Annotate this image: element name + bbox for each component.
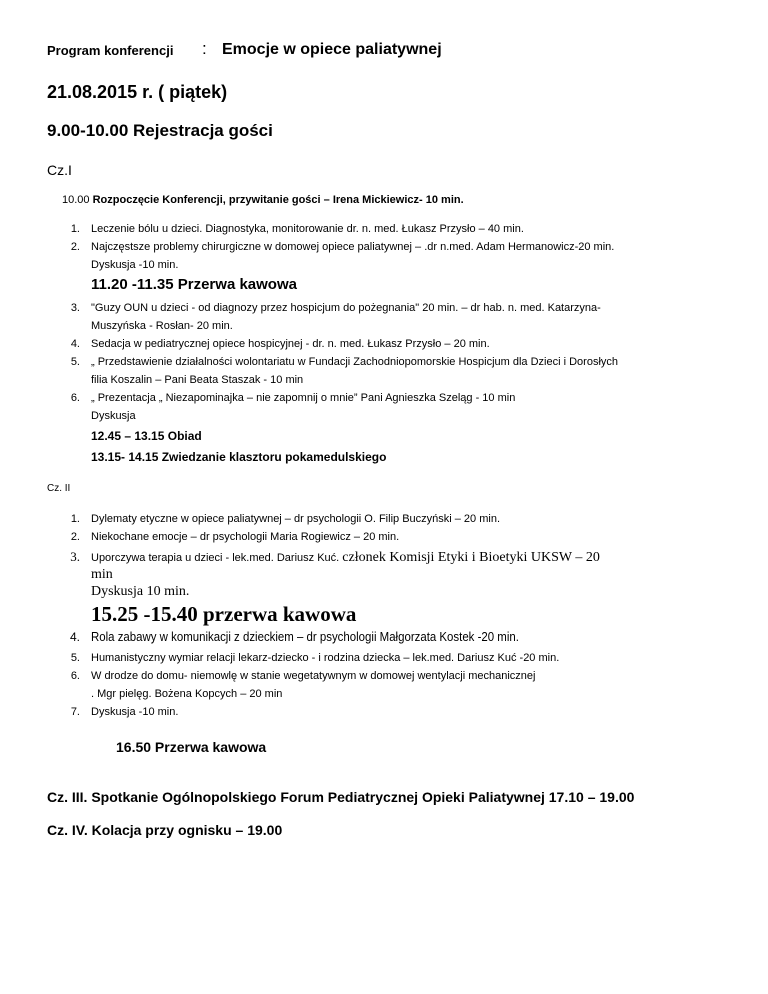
part2-item-6-author: . Mgr pielęg. Bożena Kopcych – 20 min: [91, 688, 283, 700]
item-3-line: Muszyńska - Rosłan- 20 min.: [91, 320, 233, 332]
part2-item-5: Humanistyczny wymiar relacji lekarz-dziecko - i rodzina dziecka – lek.med. Dariusz Kuć -20 min.: [91, 652, 560, 664]
item-6-line: „ Prezentacja „ Niezapominajka – nie zapomnij o mnie” Pani Agnieszka Szeląg - 10 min: [91, 392, 516, 404]
lunch-time: 12.45 – 13.15 Obiad: [91, 429, 202, 443]
item-number: 3.: [70, 549, 80, 564]
registration-time: 9.00-10.00 Rejestracja gości: [47, 121, 273, 140]
item-number: 6.: [70, 670, 80, 682]
part2-item-3-role: członek Komisji Etyki i Bioetyki UKSW – 20: [342, 550, 600, 565]
item-5-line: „ Przedstawienie działalności wolontariatu w Fundacji Zachodniopomorskie Hospicjum dla Dzieci i Dorosłych: [91, 356, 619, 368]
item-2-line: Najczęstsze problemy chirurgiczne w domowej opiece paliatywnej – .dr n.med. Adam Hermanowicz-20 min.: [91, 241, 615, 253]
part1-label: Cz.I: [47, 162, 72, 178]
conference-title: Emocje w opiece paliatywnej: [222, 41, 442, 58]
part2-item-1: Dylematy etyczne w opiece paliatywnej – dr psychologii O. Filip Buczyński – 20 min.: [91, 513, 501, 525]
item-6-discussion: Dyskusja: [91, 410, 136, 422]
item-number: 5.: [70, 356, 80, 368]
coffee-break-2: 15.25 -15.40 przerwa kawowa: [91, 602, 357, 626]
opening-line: [62, 194, 464, 206]
item-number: 2.: [70, 241, 80, 253]
item-number: 7.: [70, 706, 80, 718]
part2-item-3-min: min: [91, 567, 113, 582]
item-number: 2.: [70, 531, 80, 543]
item-number: 1.: [70, 513, 80, 525]
item-number: 6.: [70, 392, 80, 404]
part2-item-7: Dyskusja -10 min.: [91, 706, 179, 718]
monastery-tour: 13.15- 14.15 Zwiedzanie klasztoru pokamedulskiego: [91, 450, 387, 464]
part2-item-3-text: Uporczywa terapia u dzieci - lek.med. Dariusz Kuć.: [91, 552, 340, 564]
title-colon: :: [202, 39, 207, 58]
part2-item-4: Rola zabawy w komunikacji z dzieckiem – dr psychologii Małgorzata Kostek -20 min.: [91, 629, 519, 644]
item-number: 5.: [70, 652, 80, 664]
opening-text: Rozpoczęcie Konferencji, przywitanie gości – Irena Mickiewicz- 10 min.: [92, 194, 464, 206]
item-number: 1.: [70, 223, 80, 235]
part2-item-3-discussion: Dyskusja 10 min.: [91, 584, 190, 599]
item-number: 3.: [70, 302, 80, 314]
part2-item-3: [91, 550, 600, 566]
part4-dinner: Cz. IV. Kolacja przy ognisku – 19.00: [47, 822, 283, 838]
coffee-break-1: 11.20 -11.35 Przerwa kawowa: [91, 276, 297, 293]
item-3-line: "Guzy OUN u dzieci - od diagnozy przez hospicjum do pożegnania" 20 min. – dr hab. n. med. Katarzyna-: [91, 302, 601, 314]
part2-item-6: W drodze do domu- niemowlę w stanie wegetatywnym w domowej wentylacji mechanicznej: [91, 670, 536, 682]
program-label: Program konferencji: [47, 43, 174, 58]
item-4-line: Sedacja w pediatrycznej opiece hospicyjnej - dr. n. med. Łukasz Przysło – 20 min.: [91, 338, 490, 350]
item-number: 4.: [70, 338, 80, 350]
conference-date: 21.08.2015 r. ( piątek): [47, 82, 228, 102]
opening-time: 10.00: [62, 194, 90, 206]
item-2-discussion: Dyskusja -10 min.: [91, 259, 179, 271]
part3-forum: Cz. III. Spotkanie Ogólnopolskiego Forum Pediatrycznej Opieki Paliatywnej 17.10 – 19.00: [47, 789, 635, 805]
part2-item-2: Niekochane emocje – dr psychologii Maria Rogiewicz – 20 min.: [91, 531, 400, 543]
coffee-break-3: 16.50 Przerwa kawowa: [116, 739, 267, 755]
item-5-line: filia Koszalin – Pani Beata Staszak - 10 min: [91, 374, 304, 386]
item-number: 4.: [69, 630, 80, 644]
item-1-line: Leczenie bólu u dzieci. Diagnostyka, monitorowanie dr. n. med. Łukasz Przysło – 40 min.: [91, 223, 524, 235]
part2-label: Cz. II: [47, 483, 71, 494]
